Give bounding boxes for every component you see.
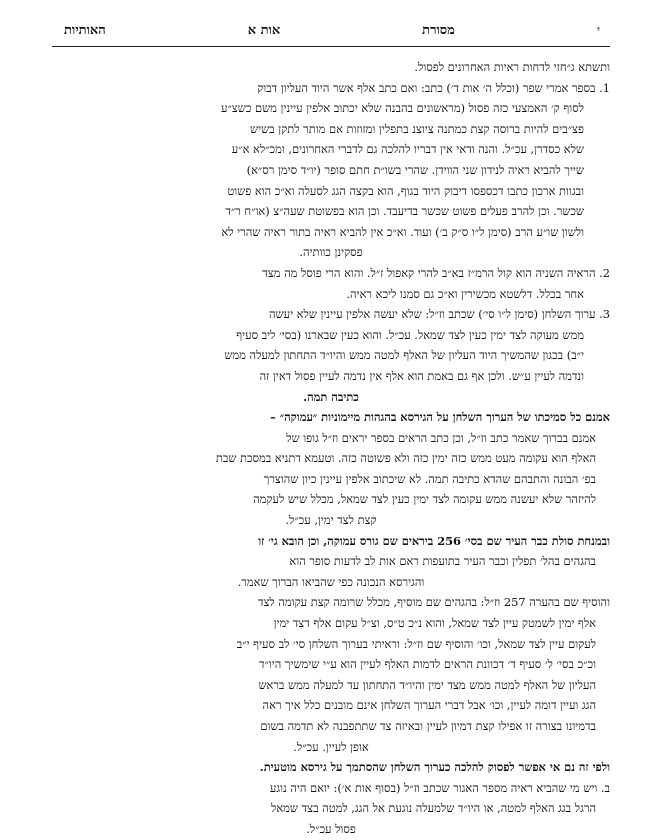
text-line: י״ב) בכגון שהמשיך היוד העליון של האלף למטה ממש והיו״ד התחתון למעלה ממש: [224, 348, 584, 363]
text-line: שלא כסדרן, עכ״ל. והנה ודאי אין דבריו להלכה גם לדברי האחרונים, ומכ״לא א״ע: [231, 142, 584, 157]
text-line: וכ״כ בסי׳ ל׳ סעיף ד׳ דכוונת הראים לדמות האלף לעיין הוא ע״י שימשיך היו״ד: [259, 657, 596, 672]
header-title: האותיות: [64, 23, 106, 38]
text-line: ב. ויש מי שהביא ראיה מספר האגור שכתב וז״ל (בסוף אות א׳): יואם היה נוגע: [269, 780, 610, 795]
text-line: פסקינן כוותיה.: [299, 245, 363, 260]
document-body: [52, 57, 610, 840]
text-line: אחר בכלל. דלשטא מכשירין וא״כ גם סמנו ליכא ראיה.: [346, 286, 584, 301]
text-line: העליון של האלף למטה ממש מצד ימין והיו״ד התחתון עד למעלה ממש בראש: [258, 677, 596, 692]
text-line: אמנם בברוך שאמר כתב וז״ל, וכן כתב הראים בספר יראים וז״ל גופו של: [286, 430, 596, 445]
text-line: הרגל בגג האלף למטה, או היו״ד שלמעלה נוגעת אל הגג, למטה בצד שמאל: [271, 801, 596, 816]
page-number: י: [596, 23, 600, 37]
text-line: והגירסא הנכונה כפי שהביאו הברוך שאמר.: [237, 574, 425, 589]
text-line: ולשון שו״ע הרב (סימן ל״ו ס״ק ב׳) ועוד. וא״כ אין להביא ראיה בתור ראיה שהרי לא: [221, 224, 584, 239]
text-line: שייך להביא ראיה לנידון שני הווידן. שהרי בשו״ת חתם סופר (יו״ד סימן רס״א): [246, 162, 584, 177]
text-line: פצ״בים להיות ברוסה קצת כמתנה ציוצנ בתפלין ומזוזות אם מותר לתקן בשיש: [250, 121, 584, 136]
text-line: האלף הוא עקומה מעט ממש כזה ימין כזה ולא פשוטה כזה. וטעמא דתניא במסכת שבת: [215, 451, 596, 466]
text-line: הגג ועיין דומה לעיין, וכו׳ אבל דברי הערוך השלחן אינם מובנים כלל איך ראה: [262, 698, 596, 713]
text-line: קצת לצד ימין, עכ״ל.: [285, 513, 377, 528]
text-line: בפ׳ הבונה והתבהם שהדא כתיבה תמה. לא שיכתוב אלפין עיינין כיון שהוצרך: [263, 471, 596, 486]
text-line: אמנם כל סמיכתו של הערוך השלחן על הגירסא בהגהות מיימוניות ״עמוקה״ –: [270, 410, 610, 425]
header-center-left: מסורת: [422, 23, 455, 38]
text-line: ולפי זה נם אי אפשר לפסוק להלכה כערוך השלחן שהסתמך על גירסא מוטעית.: [259, 760, 610, 775]
text-line: אופן לעיין. עכ״ל.: [293, 739, 369, 754]
text-line: והוסיף שם בהערה 257 וז״ל: בהגהים שם מוסיף, מכלל שרומה קצת עקומה לצד: [257, 595, 610, 610]
text-line: ותשתא ג״חזי לדחות ראיות האחרונים לפסול.: [414, 60, 610, 74]
text-line: להיזהר שלא יעשנה ממש עקומה לצד ימין כעין לצד שמאל, מכלל שיש לעקמה: [253, 492, 596, 507]
text-line: 1. בספר אמרי שפר (וכלל ה׳ אות ד׳) כתב: ואם כתב אלף אשר היוד העליון דבוק: [257, 80, 610, 95]
text-line: 2. הראיה השניה הוא קול הרמ״ז בא״ב להרי קאפול ז״ל. והוא הרי פוסל מה מצד: [262, 265, 610, 280]
header-center-right: אות א: [247, 23, 281, 38]
text-line: ממש מעוקה לצד ימין כעין לצד שמאל. עכ״ל. והוא כעין שבארנו (בסי׳ ליב סעיף: [236, 327, 584, 342]
text-line: לסוף ק׳ האמצעי כזה פסול (מראשונים בהבנה שלא יכתוב אלפין עיינין משם כשצ״ע: [221, 101, 584, 116]
text-line: בהגהים בהל׳ תפלין וכבר העיר בתועפות ראם אות לב לדעות סופר הוא: [289, 554, 596, 569]
text-line: ונדמה לעיין ע״ש. ולכן אף גם באמת הוא אלף אין נדמה לעיין פסול דאין זה: [259, 368, 584, 383]
page-header: [52, 22, 610, 47]
text-line: פסול עכ״ל.: [306, 821, 356, 836]
text-line: ובמנחת סולת כבר העיר שם בסי׳ 256 ביראים שם גורס עמוקה, וכן הובא גי׳ זו: [258, 533, 610, 548]
text-line: ובגוות ארכון כתבו דכספסו דיבוק היוד בגוף, הוא בקצה הגג לסעלה וא״כ הוא פשוט: [227, 183, 584, 198]
text-line: כתיבה תמה.: [303, 389, 359, 404]
text-line: 3. ערוך השלחן (סימן ל״ו סי׳) שכתב וז״ל: שלא יעשה אלפין עיינין שלא יעשה: [269, 307, 610, 322]
text-line: שכשר. וכן להרב פעלים פשוט שכשר בדיעבד. וכן הוא בפשוטת שעה״צ (או״ח ר״ד: [225, 204, 584, 219]
text-line: אלף ימין לשמטק עיין לצד שמאל, והוא נ״כ ט״ס, וצ״ל עקום אלף דצד ימין: [273, 616, 596, 631]
text-line: בדמיונו בצורה זו אפילו קצת דמיון לעיין ובאיזה צד שתתפבנה לא תדמה בשום: [260, 719, 596, 733]
text-line: לעקום עיין לצד שמאל, וכו׳ והוסיף שם וז״ל: וראיתי בערוך השלחן סי׳ לב סעיף י״ב: [236, 636, 596, 651]
